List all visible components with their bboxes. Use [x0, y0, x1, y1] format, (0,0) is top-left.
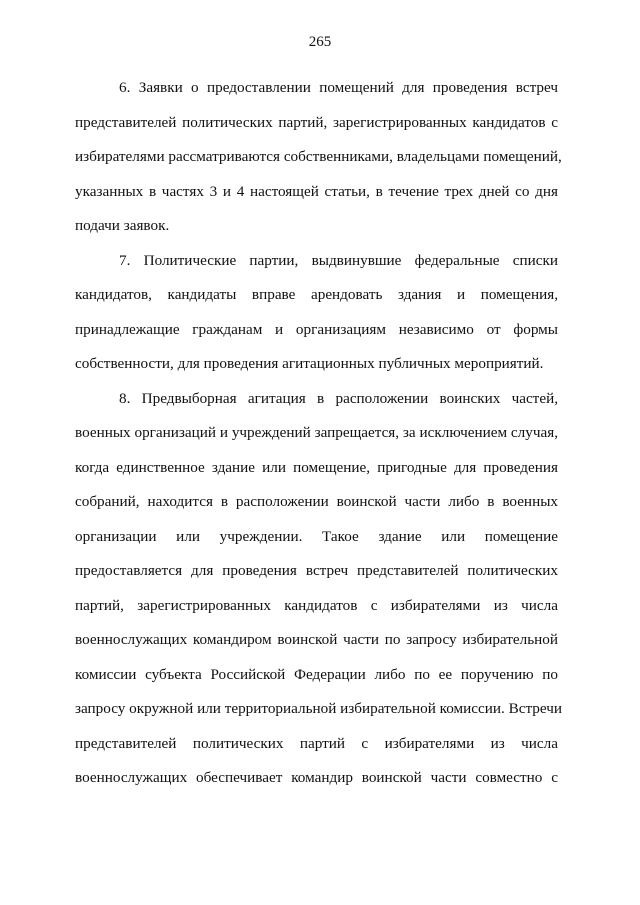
page-number: 265	[308, 34, 332, 50]
text-line: представителей политических партий, зарегистрированных кандидатов с	[75, 113, 558, 131]
text-line: представителей политических партий с избирателями из числа	[75, 734, 558, 752]
text-line: партий, зарегистрированных кандидатов с избирателями из числа	[75, 596, 558, 614]
text-line: собраний, находится в расположении воинской части либо в военных	[75, 493, 558, 510]
text-line: комиссии субъекта Российской Федерации либо по ее поручению по	[75, 665, 558, 683]
text-line: избирателями рассматриваются собственниками, владельцами помещений,	[75, 148, 562, 165]
text-line: собственности, для проведения агитационных публичных мероприятий.	[75, 355, 544, 372]
text-line: военных организаций и учреждений запрещается, за исключением случая,	[75, 424, 558, 441]
text-line: организации или учреждении. Такое здание или помещение	[75, 527, 558, 545]
text-line: 6. Заявки о предоставлении помещений для проведения встреч	[119, 79, 558, 96]
text-line: предоставляется для проведения встреч представителей политических	[75, 562, 558, 579]
text-line: военнослужащих командиром воинской части по запросу избирательной	[75, 631, 558, 648]
text-line: принадлежащие гражданам и организациям независимо от формы	[75, 320, 558, 338]
text-line: 8. Предвыборная агитация в расположении воинских частей,	[119, 389, 558, 407]
text-line: указанных в частях 3 и 4 настоящей статьи, в течение трех дней со дня	[75, 182, 558, 200]
body-text	[75, 71, 563, 796]
text-line: 7. Политические партии, выдвинувшие федеральные списки	[119, 251, 558, 269]
text-line: когда единственное здание или помещение, пригодные для проведения	[75, 458, 558, 476]
text-line: подачи заявок.	[75, 217, 170, 234]
text-line: военнослужащих обеспечивает командир воинской части совместно с	[75, 769, 558, 786]
text-line: кандидатов, кандидаты вправе арендовать здания и помещения,	[75, 286, 558, 303]
text-line: запросу окружной или территориальной избирательной комиссии. Встречи	[75, 700, 563, 717]
